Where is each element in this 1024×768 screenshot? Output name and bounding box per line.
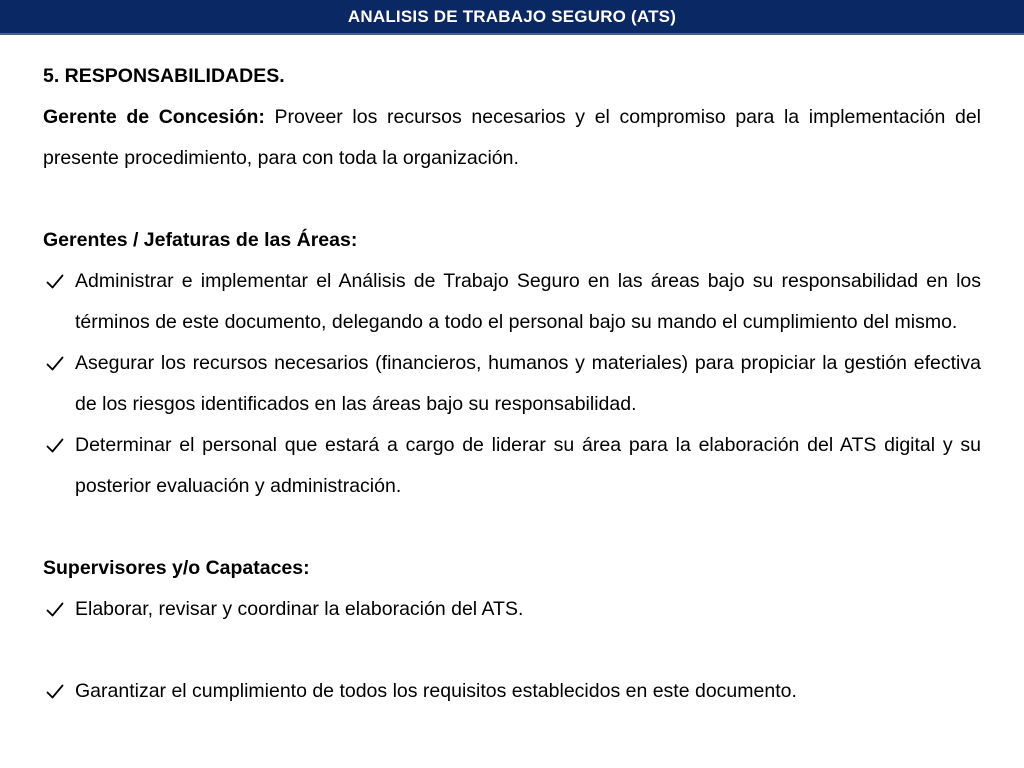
list-item — [43, 343, 981, 425]
list-item — [43, 261, 981, 343]
list-item — [43, 589, 981, 630]
check-mark-icon — [46, 261, 64, 302]
list-item — [43, 425, 981, 507]
list-item-text: Garantizar el cumplimiento de todos los requisitos establecidos en este documento. — [75, 680, 797, 702]
gerentes-jefaturas-heading: Gerentes / Jefaturas de las Áreas: — [43, 229, 358, 251]
gerente-concesion-text: Proveer los recursos necesarios y el compromiso para la implementación del presente procedimiento, para con toda la organización. — [43, 106, 981, 169]
list-item-text: Elaborar, revisar y coordinar la elaboración del ATS. — [75, 598, 524, 620]
check-mark-icon — [46, 671, 64, 712]
list-item — [43, 671, 981, 712]
check-mark-icon — [46, 343, 64, 384]
list-item-text: Administrar e implementar el Análisis de Trabajo Seguro en las áreas bajo su responsabilidad en los términos de este documento, delegando a todo el personal bajo su mando el cumplimiento del mismo. — [75, 270, 981, 333]
list-item-text: Asegurar los recursos necesarios (financieros, humanos y materiales) para propiciar la gestión efectiva de los riesgos identificados en las áreas bajo su responsabilidad. — [75, 352, 981, 415]
section-heading: 5. RESPONSABILIDADES. — [43, 65, 285, 87]
header-bar — [0, 0, 1024, 35]
check-mark-icon — [46, 425, 64, 466]
spacer — [43, 630, 981, 671]
header-title: ANALISIS DE TRABAJO SEGURO (ATS) — [347, 6, 677, 26]
gerente-concesion-role: Gerente de Concesión: — [43, 106, 265, 128]
check-mark-icon — [46, 589, 64, 630]
document-body — [43, 56, 981, 712]
list-item-text: Determinar el personal que estará a cargo de liderar su área para la elaboración del ATS digital y su posterior evaluación y administración. — [75, 434, 981, 497]
supervisores-heading: Supervisores y/o Capataces: — [43, 557, 310, 579]
spacer — [43, 507, 981, 548]
gerente-concesion-paragraph — [43, 97, 981, 179]
spacer — [43, 179, 981, 220]
